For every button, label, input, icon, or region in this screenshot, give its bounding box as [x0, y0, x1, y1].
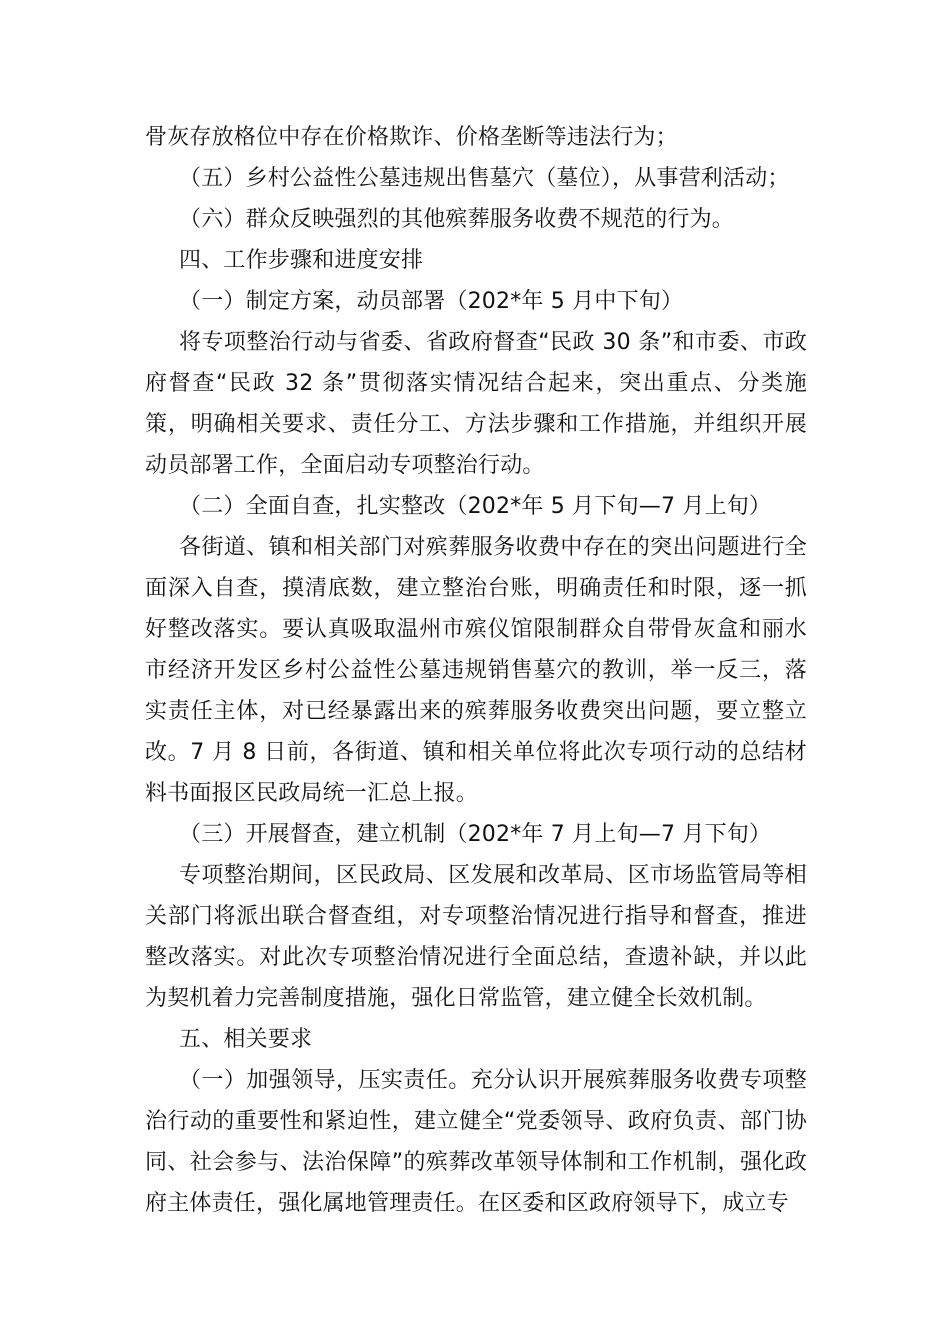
paragraph-requirement-one: （一）加强领导，压实责任。充分认识开展殡葬服务收费专项整治行动的重要性和紧迫性，建立健全“党委领导、政府负责、部门协同、社会参与、法治保障”的殡葬改革领导体制和工作机制，强化政府主体责任，强化属地管理责任。在区委和区政府领导下，成立专 — [145, 1068, 807, 1216]
subheading-step-two: （二）全面自查，扎实整改（202*年 5 月下旬—7 月上旬） — [179, 494, 772, 519]
paragraph-step-three: 专项整治期间，区民政局、区发展和改革局、区市场监管局等相关部门将派出联合督查组，对专项整治情况进行指导和督查，推进整改落实。对此次专项整治情况进行全面总结，查遗补缺，并以此为契机着力完善制度措施，强化日常监管，建立健全长效机制。 — [145, 863, 807, 1011]
subheading-step-one: （一）制定方案，动员部署（202*年 5 月中下旬） — [179, 289, 684, 314]
paragraph-step-one: 将专项整治行动与省委、省政府督查“民政 30 条”和市委、市政府督查“民政 32 条”贯彻落实情况结合起来，突出重点、分类施策，明确相关要求、责任分工、方法步骤和工作措施，并组织开展动员部署工作，全面启动专项整治行动。 — [145, 330, 807, 478]
list-item-six: （六）群众反映强烈的其他殡葬服务收费不规范的行为。 — [179, 207, 735, 232]
paragraph-step-two: 各街道、镇和相关部门对殡葬服务收费中存在的突出问题进行全面深入自查，摸清底数，建立整治台账，明确责任和时限，逐一抓好整改落实。要认真吸取温州市殡仪馆限制群众自带骨灰盒和丽水市经济开发区乡村公益性公墓违规销售墓穴的教训，举一反三，落实责任主体，对已经暴露出来的殡葬服务收费突出问题，要立整立改。7 月 8 日前，各街道、镇和相关单位将此次专项行动的总结材料书面报区民政局统一汇总上报。 — [145, 535, 807, 806]
list-item-five: （五）乡村公益性公墓违规出售墓穴（墓位），从事营利活动； — [179, 166, 790, 191]
section-heading-five: 五、相关要求 — [179, 1027, 313, 1052]
paragraph-continuation: 骨灰存放格位中存在价格欺诈、价格垄断等违法行为； — [145, 125, 678, 150]
section-heading-four: 四、工作步骤和进度安排 — [179, 248, 424, 273]
document-page — [145, 117, 807, 1224]
subheading-step-three: （三）开展督查，建立机制（202*年 7 月上旬—7 月下旬） — [179, 822, 772, 847]
